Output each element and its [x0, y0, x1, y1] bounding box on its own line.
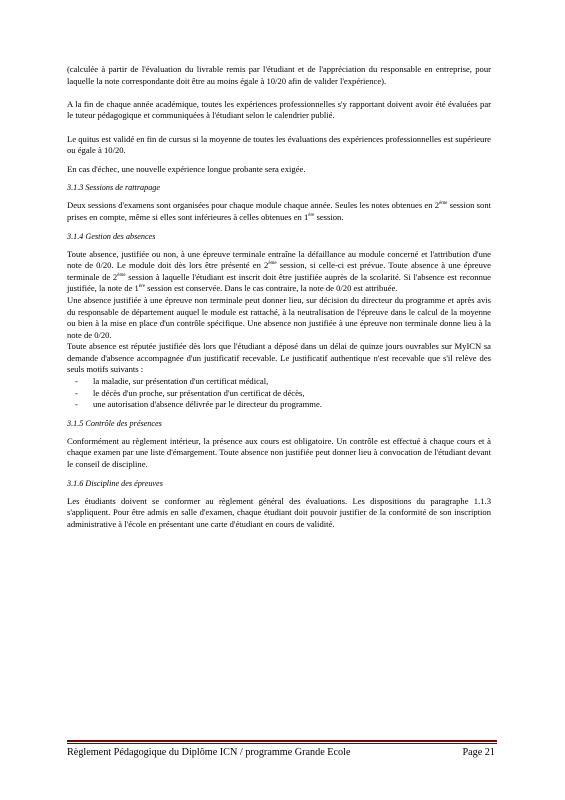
paragraph-fin-annee: A la fin de chaque année académique, toutes les expériences professionnelles s'y rapportant doivent avoir été évaluées par le tuteur pédagogique et communiquées à l'étudiant selon le calendrier publié. [67, 98, 491, 121]
heading-sessions-rattrapage: 3.1.3 Sessions de rattrapage [67, 183, 161, 193]
page-body [67, 64, 491, 530]
heading-discipline-epreuves: 3.1.6 Discipline des épreuves [67, 478, 163, 488]
paragraph-justification: Toute absence est réputée justifiée dès lors que l'étudiant a déposé dans un délai de quinze jours ouvrables sur MyICN sa demande d'absence accompagnée d'un justificatif recevable. Le justificatif authentique n'est recevable que s'il relève des seuls motifs suivants : [67, 341, 491, 375]
paragraph-intro: (calculée à partir de l'évaluation du livrable remis par l'étudiant et de l'appréciation du responsable en entreprise, pour laquelle la note correspondante doit être au moins égale à 10/20 afin de valider l'expérience). [67, 64, 491, 86]
paragraph-quitus: Le quitus est validé en fin de cursus si la moyenne de toutes les évaluations des expériences professionnelles est supérieure ou égale à 10/20. [67, 133, 491, 156]
paragraph-absence-non-terminale: Une absence justifiée à une épreuve non terminale peut donner lieu, sur décision du directeur du programme et après avis du responsable de département auquel le module est rattaché, à la neutralisation de l'épreuve dans le calcul de la moyenne ou bien à la mise en place d'un contrôle spécifique. Une absence non justifiée à une épreuve non terminale donne lieu à la note de 0/20. [67, 294, 491, 340]
footer-title: Règlement Pédagogique du Diplôme ICN / programme Grande Ecole [67, 747, 351, 758]
list-item: - la maladie, sur présentation d'un certificat médical, [75, 376, 269, 387]
paragraph-presences: Conformément au règlement intérieur, la présence aux cours est obligatoire. Un contrôle est effectué à chaque cours et à chaque examen par une liste d'émargement. Toute absence non justifiée peut donner lieu à convocation de l'étudiant devant le conseil de discipline. [67, 435, 491, 470]
list-item: - le décès d'un proche, sur présentation d'un certificat de décès, [75, 387, 305, 398]
footer-rule-thin [67, 743, 497, 744]
list-item: - une autorisation d'absence délivrée par le directeur du programme. [75, 399, 322, 410]
paragraph-sessions: Deux sessions d'examens sont organisées pour chaque module chaque année. Seules les notes obtenues en 2ème session sont prises en compte, même si elles sont inférieures à celles obtenues en 1ère session. [67, 200, 492, 222]
paragraph-echec: En cas d'échec, une nouvelle expérience longue probante sera exigée. [67, 163, 306, 174]
paragraph-absence-terminale: Toute absence, justifiée ou non, à une épreuve terminale entraîne la défaillance au module concerné et l'attribution d'une note de 0/20. Le module doit dès lors être présenté en 2ème session, si celle-ci est prévue. Toute absence à une épreuve terminale de 2ème session à laquelle l'étudiant est inscrit doit être justifiée auprès de la scolarité. Si l'absence est reconnue justifiée, la note de 1ère session est conservée. Dans le cas contraire, la note de 0/20 est attribuée. [67, 248, 491, 294]
motifs-list [67, 376, 491, 411]
paragraph-discipline: Les étudiants doivent se conformer au règlement général des évaluations. Les dispositions du paragraphe 1.1.3 s'appliquent. Pour être admis en salle d'examen, chaque étudiant doit pouvoir justifier de la conformité de son inscription administrative à l'école en présentant une carte d'étudiant en cours de validité. [67, 495, 491, 529]
heading-gestion-absences: 3.1.4 Gestion des absences [67, 231, 156, 241]
page-number: Page 21 [462, 747, 495, 758]
heading-controle-presences: 3.1.5 Contrôle des présences [67, 418, 162, 428]
footer-rule [67, 740, 497, 742]
